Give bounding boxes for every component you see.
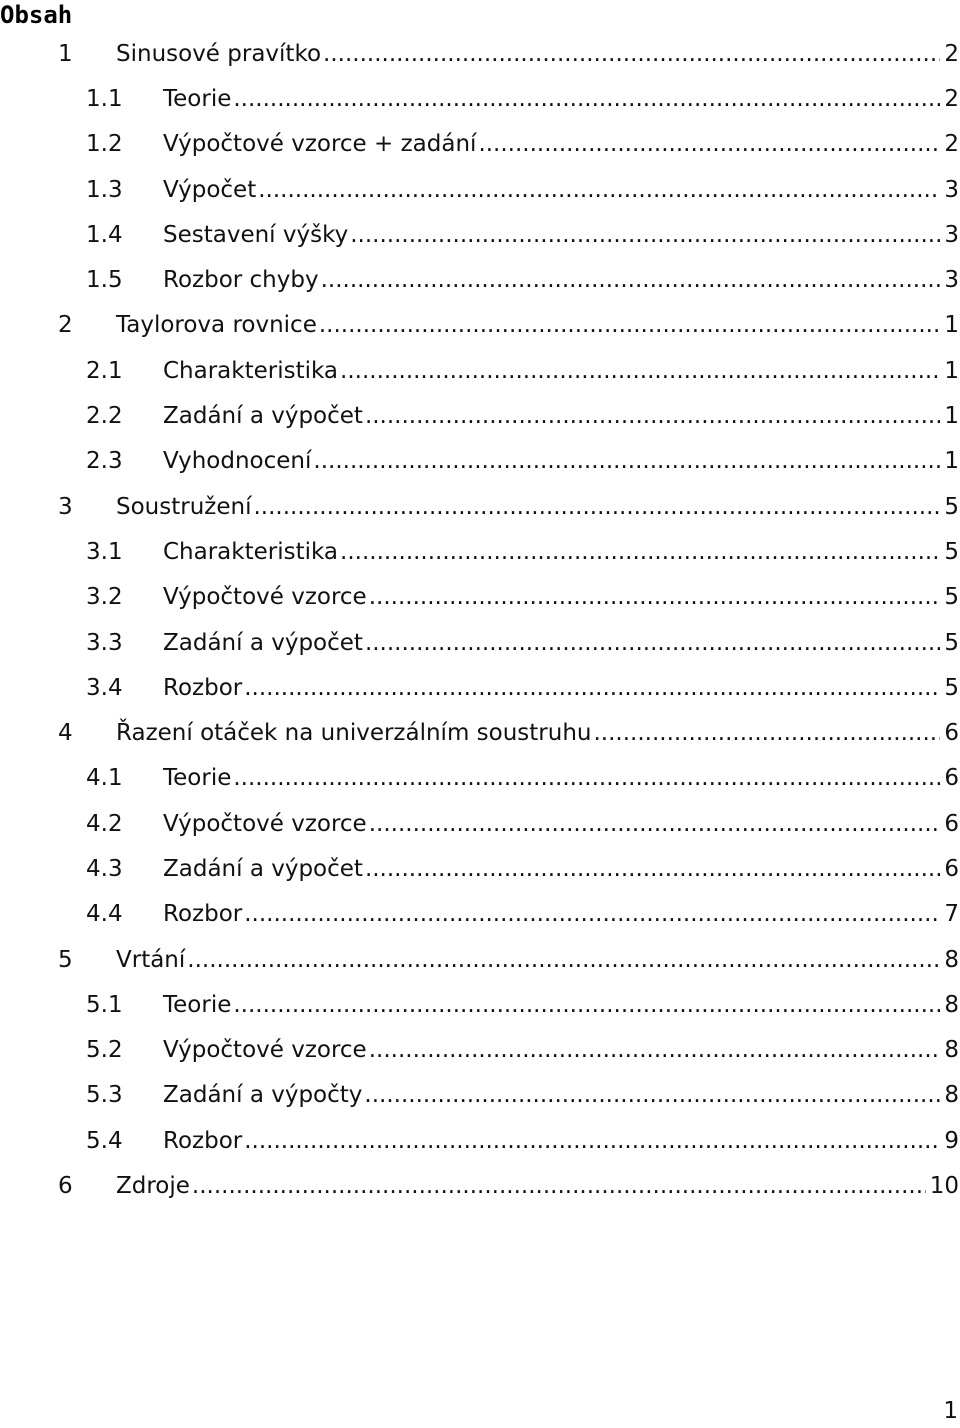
toc-entry[interactable] <box>0 801 960 846</box>
toc-entry[interactable] <box>0 1073 960 1118</box>
toc-entry[interactable] <box>0 348 960 393</box>
toc-entry-number: 5.2 <box>86 1037 123 1064</box>
toc-entry[interactable] <box>0 892 960 937</box>
toc-entry-number: 3 <box>58 493 73 520</box>
toc-entry-page: 9 <box>944 1127 959 1154</box>
toc-entry-number: 3.1 <box>86 538 123 565</box>
toc-entry-number: 1.3 <box>86 176 123 203</box>
toc-entry[interactable] <box>0 665 960 710</box>
toc-entry-line <box>116 937 960 982</box>
toc-entry-line <box>163 529 960 574</box>
toc-entry-number: 2.1 <box>86 357 123 384</box>
toc-entry-number: 5 <box>58 946 73 973</box>
toc-entry-line <box>163 1073 960 1118</box>
toc-entry-title[interactable]: Rozbor <box>163 1127 243 1154</box>
page-number: 1 <box>943 1398 958 1424</box>
toc-entry-page: 8 <box>944 946 959 973</box>
toc-entry-title[interactable]: Výpočtové vzorce <box>163 810 367 837</box>
toc-entry-title[interactable]: Vyhodnocení <box>163 448 312 475</box>
dot-leader <box>365 403 940 429</box>
toc-entry-title[interactable]: Zadání a výpočet <box>163 855 363 882</box>
toc-entry-title[interactable]: Rozbor <box>163 674 243 701</box>
toc-entry-title[interactable]: Teorie <box>163 85 232 112</box>
toc-entry-title[interactable]: Zadání a výpočty <box>163 1082 363 1109</box>
toc-entry-number: 4.3 <box>86 855 123 882</box>
toc-entry-line <box>163 257 960 302</box>
toc-entry-title[interactable]: Zdroje <box>116 1173 190 1200</box>
toc-entry-line <box>163 801 960 846</box>
toc-entry[interactable] <box>0 575 960 620</box>
dot-leader <box>364 1082 940 1108</box>
toc-entry-number: 3.4 <box>86 674 123 701</box>
toc-entry-number: 4.2 <box>86 810 123 837</box>
toc-entry-page: 3 <box>944 176 959 203</box>
toc-entry-number: 1.4 <box>86 221 123 248</box>
dot-leader <box>233 765 940 791</box>
toc-entry-page: 6 <box>944 810 959 837</box>
toc-entry-number: 3.2 <box>86 584 123 611</box>
toc-entry[interactable] <box>0 167 960 212</box>
toc-entry-page: 3 <box>944 221 959 248</box>
toc-entry-title[interactable]: Soustružení <box>116 493 252 520</box>
toc-entry-page: 8 <box>944 1037 959 1064</box>
toc-entry-title[interactable]: Zadání a výpočet <box>163 629 363 656</box>
toc-entry-line <box>163 892 960 937</box>
toc-entry-page: 5 <box>944 674 959 701</box>
toc-entry-line <box>163 575 960 620</box>
dot-leader <box>187 947 940 973</box>
toc-entry-page: 2 <box>944 40 959 67</box>
toc-entry[interactable] <box>0 620 960 665</box>
dot-leader <box>253 494 940 520</box>
toc-entry-page: 1 <box>944 403 959 430</box>
toc-entry[interactable] <box>0 257 960 302</box>
toc-entry-page: 1 <box>944 448 959 475</box>
toc-entry-title[interactable]: Rozbor <box>163 901 243 928</box>
toc-entry[interactable] <box>0 303 960 348</box>
toc-entry-number: 5.4 <box>86 1127 123 1154</box>
toc-entry-line <box>163 1118 960 1163</box>
toc-entry[interactable] <box>0 212 960 257</box>
toc-entry-page: 7 <box>944 901 959 928</box>
dot-leader <box>369 584 941 610</box>
toc-entry-number: 1.5 <box>86 267 123 294</box>
page-title: Obsah <box>0 1 73 29</box>
toc-entry-title[interactable]: Výpočtové vzorce + zadání <box>163 131 477 158</box>
dot-leader <box>365 856 940 882</box>
toc-entry-line <box>163 348 960 393</box>
toc-entry-line <box>116 303 960 348</box>
toc-entry-number: 5.1 <box>86 991 123 1018</box>
toc-entry-title[interactable]: Sinusové pravítko <box>116 40 322 67</box>
toc-entry-page: 6 <box>944 855 959 882</box>
toc-entry[interactable] <box>0 846 960 891</box>
dot-leader <box>340 539 940 565</box>
toc-entry-title[interactable]: Charakteristika <box>163 538 339 565</box>
toc-entry-title[interactable]: Teorie <box>163 991 232 1018</box>
toc-entry[interactable] <box>0 76 960 121</box>
toc-entry[interactable] <box>0 982 960 1027</box>
toc-entry-title[interactable]: Charakteristika <box>163 357 339 384</box>
toc-entry[interactable] <box>0 1118 960 1163</box>
toc-entry-title[interactable]: Rozbor chyby <box>163 267 319 294</box>
toc-entry-title[interactable]: Výpočet <box>163 176 257 203</box>
toc-entry-line <box>163 439 960 484</box>
toc-entry-number: 1.2 <box>86 131 123 158</box>
toc-entry-number: 3.3 <box>86 629 123 656</box>
toc-entry-title[interactable]: Výpočtové vzorce <box>163 584 367 611</box>
toc-entry-page: 1 <box>944 312 959 339</box>
toc-entry-number: 1.1 <box>86 85 123 112</box>
toc-entry-line <box>116 1163 960 1208</box>
toc-entry-page: 5 <box>944 493 959 520</box>
toc-entry-title[interactable]: Zadání a výpočet <box>163 403 363 430</box>
toc-entry-line <box>163 665 960 710</box>
toc-entry-number: 1 <box>58 40 73 67</box>
toc-entry-page: 6 <box>944 765 959 792</box>
toc-entry-number: 2.3 <box>86 448 123 475</box>
toc-entry-number: 5.3 <box>86 1082 123 1109</box>
toc-entry-line <box>116 31 960 76</box>
dot-leader <box>369 1037 941 1063</box>
dot-leader <box>313 448 940 474</box>
toc-entry-line <box>163 122 960 167</box>
toc-entry-page: 8 <box>944 1082 959 1109</box>
toc-entry-page: 6 <box>944 720 959 747</box>
toc-entry[interactable] <box>0 1028 960 1073</box>
toc-entry-line <box>116 484 960 529</box>
toc-entry-line <box>116 710 960 755</box>
dot-leader <box>244 1128 940 1154</box>
dot-leader <box>369 811 941 837</box>
toc-entry[interactable] <box>0 122 960 167</box>
toc-entry-page: 5 <box>944 538 959 565</box>
toc-entry-number: 4.1 <box>86 765 123 792</box>
toc-entry-title[interactable]: Taylorova rovnice <box>116 312 317 339</box>
toc-entry-line <box>163 846 960 891</box>
toc-entry-line <box>163 393 960 438</box>
dot-leader <box>350 222 940 248</box>
toc-entry-page: 2 <box>944 131 959 158</box>
dot-leader <box>244 675 940 701</box>
toc-entry-number: 4.4 <box>86 901 123 928</box>
dot-leader <box>323 41 940 67</box>
toc-entry-page: 3 <box>944 267 959 294</box>
toc-entry-line <box>163 756 960 801</box>
toc-entry-page: 8 <box>944 991 959 1018</box>
toc-entry-page: 10 <box>929 1173 959 1200</box>
dot-leader <box>365 630 940 656</box>
dot-leader <box>233 86 940 112</box>
toc-entry[interactable] <box>0 756 960 801</box>
toc-entry[interactable] <box>0 710 960 755</box>
toc-entry-line <box>163 167 960 212</box>
toc-entry-number: 2 <box>58 312 73 339</box>
toc-entry-number: 2.2 <box>86 403 123 430</box>
toc-entry-line <box>163 212 960 257</box>
toc-entry[interactable] <box>0 484 960 529</box>
toc-entry-page: 5 <box>944 629 959 656</box>
toc-entry-number: 4 <box>58 720 73 747</box>
dot-leader <box>478 131 940 157</box>
dot-leader <box>233 992 940 1018</box>
toc-entry-title[interactable]: Výpočtové vzorce <box>163 1037 367 1064</box>
dot-leader <box>258 177 940 203</box>
toc-entry-line <box>163 76 960 121</box>
toc-entry-line <box>163 620 960 665</box>
toc-entry-line <box>163 982 960 1027</box>
toc-entry[interactable] <box>0 393 960 438</box>
toc-entry[interactable] <box>0 1163 960 1208</box>
dot-leader <box>340 358 940 384</box>
toc-entry-page: 2 <box>944 85 959 112</box>
toc-entry-page: 1 <box>944 357 959 384</box>
toc-entry[interactable] <box>0 937 960 982</box>
toc-entry[interactable] <box>0 529 960 574</box>
dot-leader <box>321 267 941 293</box>
toc-entry-page: 5 <box>944 584 959 611</box>
table-of-contents <box>0 31 960 1209</box>
toc-entry[interactable] <box>0 31 960 76</box>
toc-entry-title[interactable]: Teorie <box>163 765 232 792</box>
toc-entry-title[interactable]: Vrtání <box>116 946 186 973</box>
toc-entry-number: 6 <box>58 1173 73 1200</box>
dot-leader <box>244 901 940 927</box>
toc-entry-title[interactable]: Sestavení výšky <box>163 221 349 248</box>
toc-entry-title[interactable]: Řazení otáček na univerzálním soustruhu <box>116 720 592 747</box>
dot-leader <box>594 720 941 746</box>
toc-entry-line <box>163 1028 960 1073</box>
dot-leader <box>319 312 941 338</box>
dot-leader <box>192 1173 926 1199</box>
toc-entry[interactable] <box>0 439 960 484</box>
